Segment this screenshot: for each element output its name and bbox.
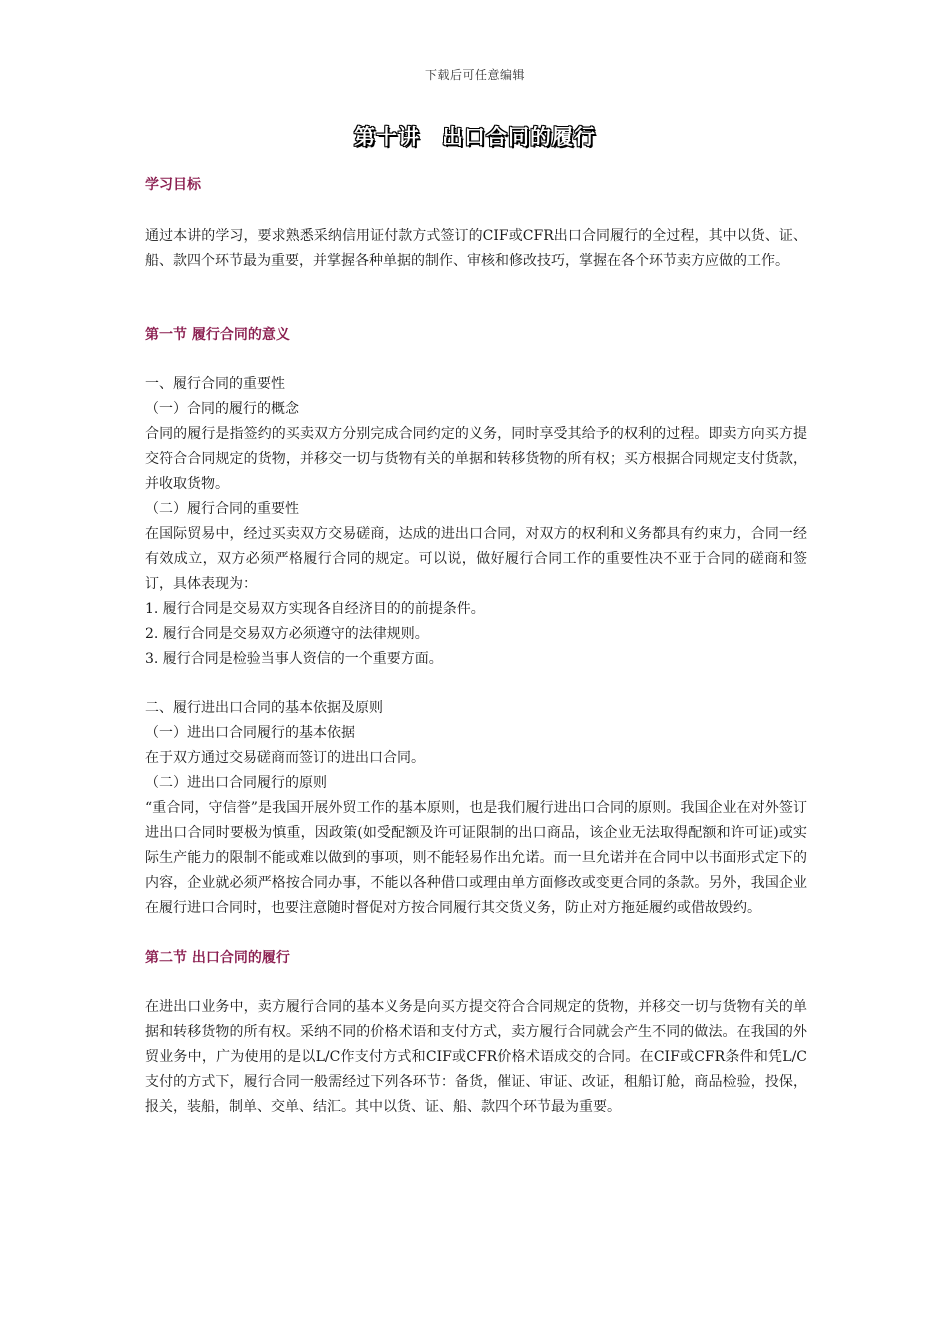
list-item: 2. 履行合同是交易双方必须遵守的法律规则。 <box>145 626 429 642</box>
section1-sub4-title: （二）进出口合同履行的原则 <box>145 775 327 791</box>
section1-sub3-text: 在于双方通过交易磋商而签订的进出口合同。 <box>145 750 425 766</box>
section1-sub3-title: （一）进出口合同履行的基本依据 <box>145 725 355 741</box>
section2-text: 在进出口业务中，卖方履行合同的基本义务是向买方提交符合合同规定的货物，并移交一切与货物有关的单据和转移货物的所有权。采纳不同的价格术语和支付方式，卖方履行合同就会产生不同的做法。在我国的外贸业务中，广为使用的是以L/C作支付方式和CIF或CFR价格术语成交的合同。在CIF或CFR条件和凭L/C支付的方式下，履行合同一般需经过下列各环节：备货，催证、审证、改证，租船订舱，商品检验，投保，报关，装船，制单、交单、结汇。其中以货、证、船、款四个环节最为重要。 <box>145 999 807 1115</box>
list-item: 3. 履行合同是检验当事人资信的一个重要方面。 <box>145 651 443 667</box>
document-body <box>145 172 807 1120</box>
section1-sub1-text: 合同的履行是指签约的买卖双方分别完成合同约定的义务，同时享受其给予的权利的过程。即卖方向买方提交符合合同规定的货物，并移交一切与货物有关的单据和转移货物的所有权；买方根据合同规定支付货款，并收取货物。 <box>145 426 807 492</box>
section1-sub2-title: （二）履行合同的重要性 <box>145 501 299 517</box>
section1-sub2-text: 在国际贸易中，经过买卖双方交易磋商，达成的进出口合同，对双方的权利和义务都具有约束力，合同一经有效成立，双方必须严格履行合同的规定。可以说，做好履行合同工作的重要性决不亚于合同的磋商和签订，具体表现为： <box>145 526 807 592</box>
objectives-heading: 学习目标 <box>145 177 201 193</box>
section1-sub4-text: “重合同，守信誉”是我国开展外贸工作的基本原则，也是我们履行进出口合同的原则。我国企业在对外签订进出口合同时要极为慎重，因政策(如受配额及许可证限制的出口商品，该企业无法取得配额和许可证)或实际生产能力的限制不能或难以做到的事项，则不能轻易作出允诺。而一旦允诺并在合同中以书面形式定下的内容，企业就必须严格按合同办事，不能以各种借口或理由单方面修改或变更合同的条款。另外，我国企业在履行进口合同时，也要注意随时督促对方按合同履行其交货义务，防止对方拖延履约或借故毁约。 <box>145 800 807 916</box>
section1-sub1-title: （一）合同的履行的概念 <box>145 401 299 417</box>
section1-part1-title: 一、履行合同的重要性 <box>145 376 285 392</box>
list-item: 1. 履行合同是交易双方实现各自经济目的的前提条件。 <box>145 601 485 617</box>
section1-heading: 第一节 履行合同的意义 <box>145 327 290 343</box>
page-title: 第十讲 出口合同的履行 <box>354 125 596 149</box>
section1-part2-title: 二、履行进出口合同的基本依据及原则 <box>145 700 383 716</box>
section2-heading: 第二节 出口合同的履行 <box>145 950 290 966</box>
header-note: 下载后可任意编辑 <box>424 68 525 82</box>
objectives-text: 通过本讲的学习，要求熟悉采纳信用证付款方式签订的CIF或CFR出口合同履行的全过程，其中以货、证、船、款四个环节最为重要，并掌握各种单据的制作、审核和修改技巧，掌握在各个环节卖方应做的工作。 <box>145 228 807 269</box>
